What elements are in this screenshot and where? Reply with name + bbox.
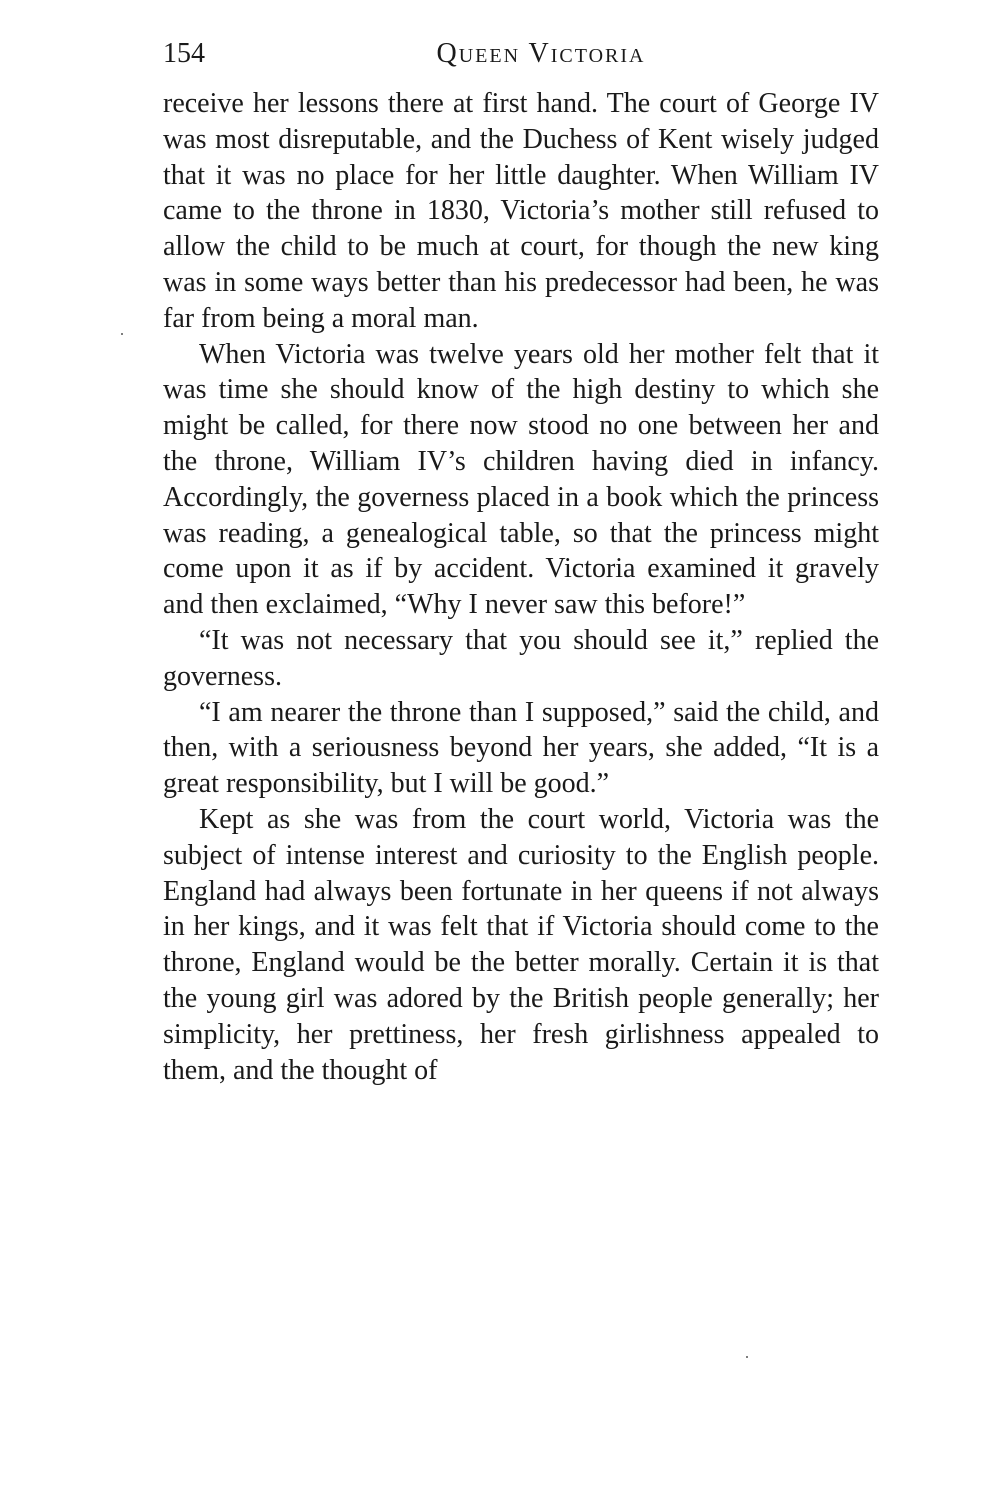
book-page [163, 34, 879, 1088]
running-head [163, 34, 879, 74]
scan-speck [121, 333, 123, 335]
paragraph-english-people: Kept as she was from the court world, Victoria was the subject of intense interest and curiosity to the English people. England had always been fortunate in her queens if not always in her kings, and it was felt that if Victoria should come to the throne, England would be the better morally. Certain it is that the young girl was adored by the British people generally; her simplicity, her prettiness, her fresh girlishness appealed to them, and the thought of [163, 803, 879, 1086]
paragraph-governess-reply: “It was not necessary that you should see it,” replied the governess. [163, 624, 879, 692]
running-title: Queen Victoria [436, 38, 646, 69]
scan-speck [746, 1356, 748, 1358]
page-number: 154 [163, 38, 205, 69]
paragraph-will-be-good: “I am nearer the throne than I supposed,” said the child, and then, with a seriousness beyond her years, she added, “It is a great responsibility, but I will be good.” [163, 696, 879, 800]
paragraph-continued: receive her lessons there at first hand. The court of George IV was most disreputable, and the Duchess of Kent wisely judged that it was no place for her little daughter. When William IV came to the throne in 1830, Victoria’s mother still refused to allow the child to be much at court, for though the new king was in some ways better than his predecessor had been, he was far from being a moral man. [163, 88, 879, 334]
body-text [163, 86, 879, 1088]
paragraph-destiny: When Victoria was twelve years old her mother felt that it was time she should know of the high destiny to which she might be called, for there now stood no one between her and the throne, William IV’s children having died in infancy. Accordingly, the governess placed in a book which the princess was reading, a genealogical table, so that the princess might come upon it as if by accident. Victoria examined it gravely and then exclaimed, “Why I never saw this before!” [163, 338, 879, 621]
